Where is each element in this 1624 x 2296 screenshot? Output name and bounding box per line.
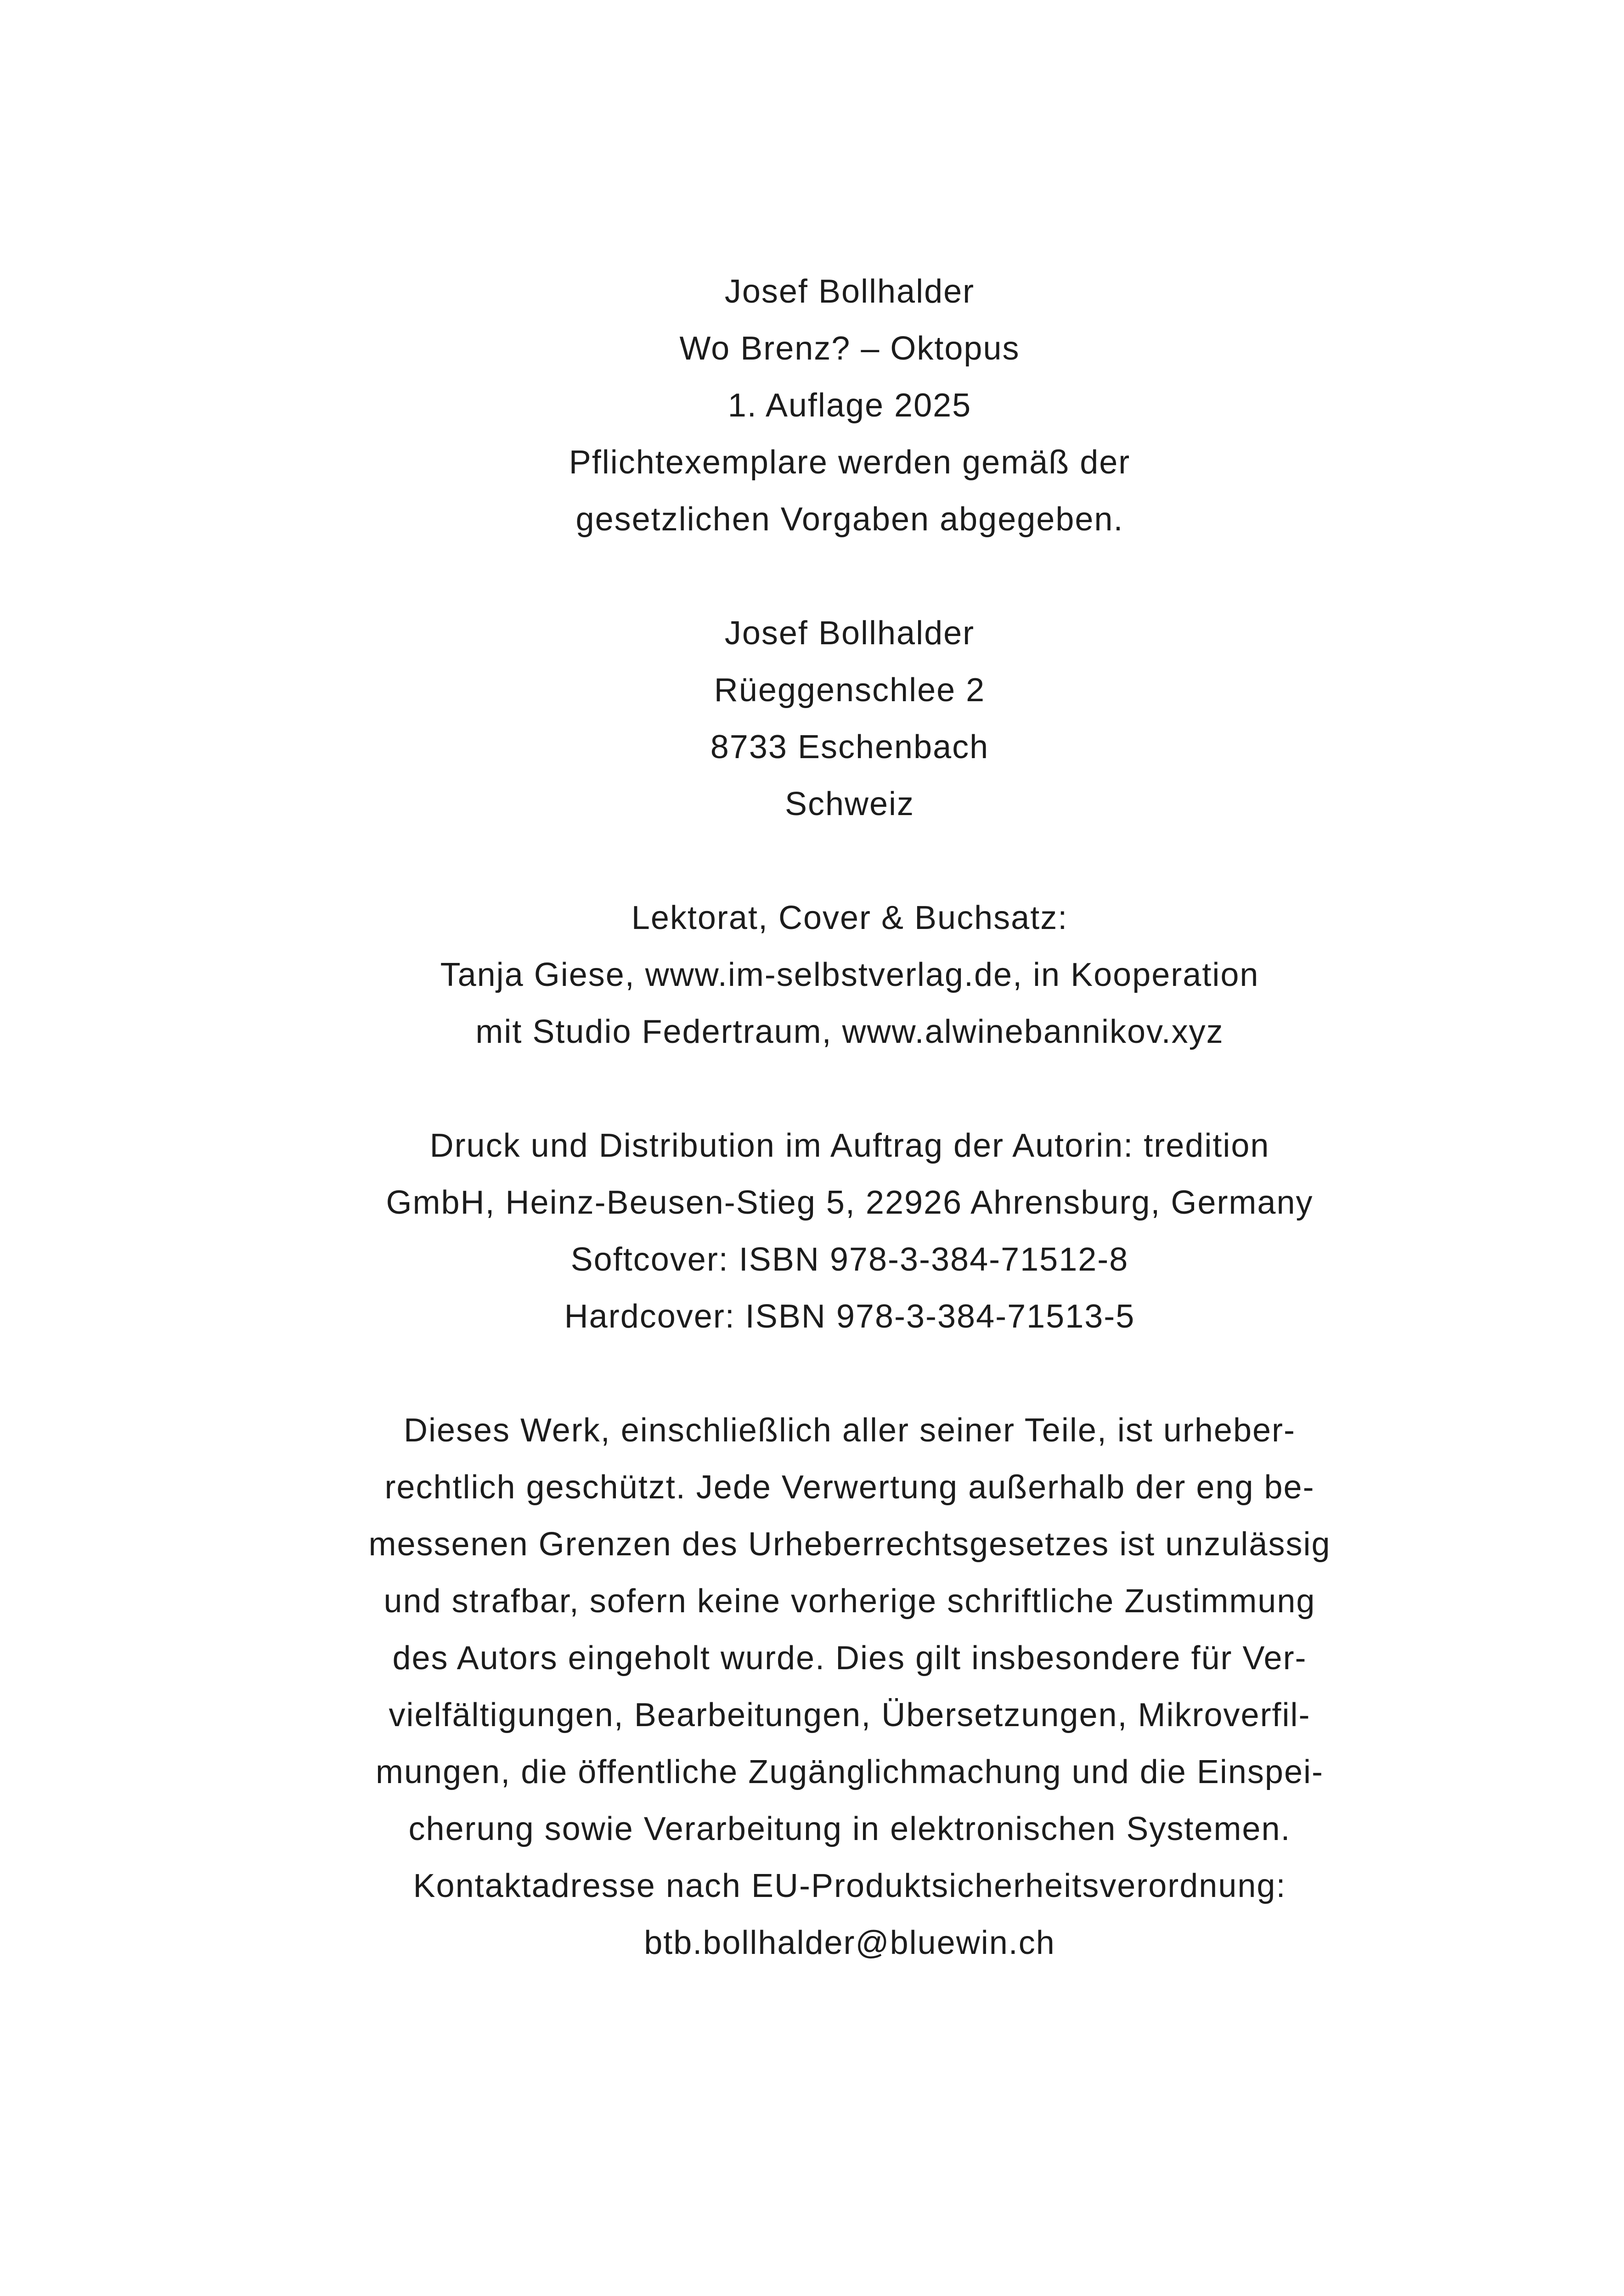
copyright-line: cherung sowie Verarbeitung in elektronischen Systemen. [408, 1811, 1291, 1847]
credits-line: mit Studio Federtraum, www.alwinebannikov.xyz [475, 1013, 1224, 1050]
author-name: Josef Bollhalder [724, 273, 975, 310]
printing-line: GmbH, Heinz-Beusen-Stieg 5, 22926 Ahrensburg, Germany [386, 1184, 1314, 1221]
contact-heading: Kontaktadresse nach EU-Produktsicherheitsverordnung: [413, 1868, 1286, 1904]
legal-deposit-line: Pflichtexemplare werden gemäß der [569, 444, 1131, 481]
credits-heading: Lektorat, Cover & Buchsatz: [631, 900, 1068, 936]
copyright-line: mungen, die öffentliche Zugänglichmachung und die Einspei- [376, 1754, 1324, 1790]
contact-email: btb.bollhalder@bluewin.ch [644, 1925, 1055, 1961]
printing-line: Druck und Distribution im Auftrag der Autorin: tredition [429, 1127, 1270, 1164]
copyright-line: Dieses Werk, einschließlich aller seiner Teile, ist urheber- [403, 1412, 1296, 1449]
credits-line: Tanja Giese, www.im-selbstverlag.de, in Kooperation [440, 957, 1259, 993]
isbn-softcover: Softcover: ISBN 978-3-384-71512-8 [570, 1241, 1129, 1278]
legal-deposit-line: gesetzlichen Vorgaben abgegeben. [575, 501, 1124, 538]
copyright-line: rechtlich geschützt. Jede Verwertung außerhalb der eng be- [384, 1469, 1315, 1506]
isbn-hardcover: Hardcover: ISBN 978-3-384-71513-5 [564, 1298, 1135, 1335]
edition: 1. Auflage 2025 [727, 387, 972, 424]
copyright-line: vielfältigungen, Bearbeitungen, Übersetzungen, Mikroverfil- [389, 1697, 1311, 1733]
address-name: Josef Bollhalder [724, 615, 975, 652]
address-country: Schweiz [784, 786, 915, 822]
copyright-line: und strafbar, sofern keine vorherige schriftliche Zustimmung [383, 1583, 1316, 1620]
copyright-line: messenen Grenzen des Urheberrechtsgesetzes ist unzulässig [368, 1526, 1331, 1563]
book-title: Wo Brenz? – Oktopus [679, 330, 1020, 367]
copyright-line: des Autors eingeholt wurde. Dies gilt insbesondere für Ver- [392, 1640, 1307, 1677]
address-street: Rüeggenschlee 2 [714, 672, 986, 709]
address-city: 8733 Eschenbach [710, 729, 989, 765]
